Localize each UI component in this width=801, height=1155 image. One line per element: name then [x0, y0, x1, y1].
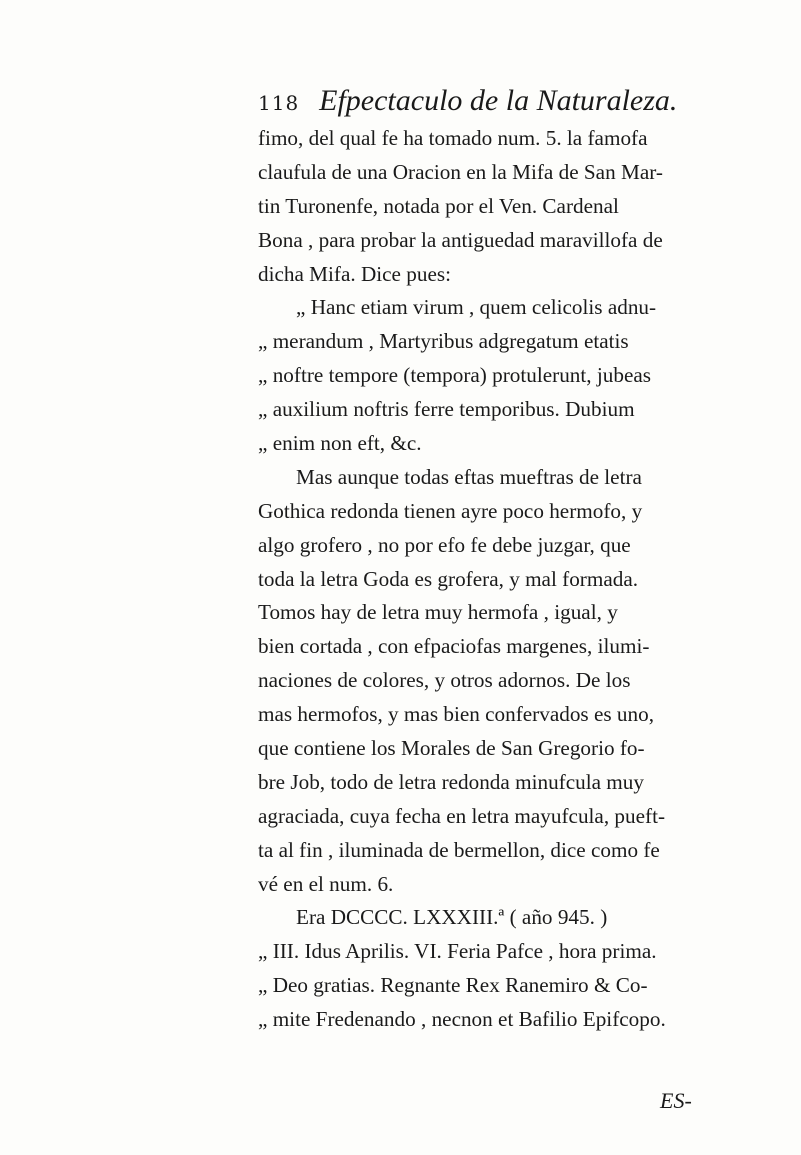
catchword: ES-	[660, 1088, 692, 1113]
text-line: que contiene los Morales de San Gregorio fo-	[258, 736, 645, 761]
text-line: „ III. Idus Aprilis. VI. Feria Pafce , hora prima.	[258, 939, 657, 964]
running-title: Efpectaculo de la Naturaleza.	[319, 84, 678, 117]
body-text	[258, 122, 728, 1037]
text-line: Gothica redonda tienen ayre poco hermofo, y	[258, 498, 643, 523]
text-line: bien cortada , con efpaciofas margenes, ilumi-	[258, 634, 650, 659]
text-line: Tomos hay de letra muy hermofa , igual, y	[258, 600, 618, 625]
text-line: „ mite Fredenando , necnon et Bafilio Epifcopo.	[258, 1007, 666, 1032]
text-line: dicha Mifa. Dice pues:	[258, 261, 451, 286]
text-line: Era DCCCC. LXXXIII.ª ( año 945. )	[296, 905, 608, 930]
page-header	[258, 84, 738, 118]
text-line: „ auxilium noftris ferre temporibus. Dubium	[258, 397, 635, 422]
text-line: agraciada, cuya fecha en letra mayufcula, pueft-	[258, 803, 666, 828]
text-line: „ Hanc etiam virum , quem celicolis adnu-	[296, 295, 657, 320]
text-line: „ noftre tempore (tempora) protulerunt, jubeas	[258, 363, 651, 388]
text-line: Mas aunque todas eftas mueftras de letra	[296, 464, 642, 489]
text-line: „ merandum , Martyribus adgregatum etatis	[258, 329, 629, 354]
text-line: vé en el num. 6.	[258, 871, 394, 896]
text-line: „ Deo gratias. Regnante Rex Ranemiro & Co-	[258, 973, 648, 998]
text-line: mas hermofos, y mas bien confervados es uno,	[258, 702, 654, 727]
text-line: toda la letra Goda es grofera, y mal formada.	[258, 566, 639, 591]
page-number: 118	[258, 91, 300, 115]
text-line: algo grofero , no por efo fe debe juzgar, que	[258, 532, 631, 557]
text-line: claufula de una Oracion en la Mifa de San Mar-	[258, 159, 663, 184]
text-line: fimo, del qual fe ha tomado num. 5. la famofa	[258, 126, 648, 150]
text-line: „ enim non eft, &c.	[258, 431, 422, 456]
text-line: ta al fin , iluminada de bermellon, dice como fe	[258, 837, 660, 862]
text-line: tin Turonenfe, notada por el Ven. Cardenal	[258, 193, 619, 218]
text-line: Bona , para probar la antiguedad maravillofa de	[258, 227, 663, 252]
text-line: naciones de colores, y otros adornos. De los	[258, 668, 631, 693]
text-line: bre Job, todo de letra redonda minufcula muy	[258, 769, 644, 794]
